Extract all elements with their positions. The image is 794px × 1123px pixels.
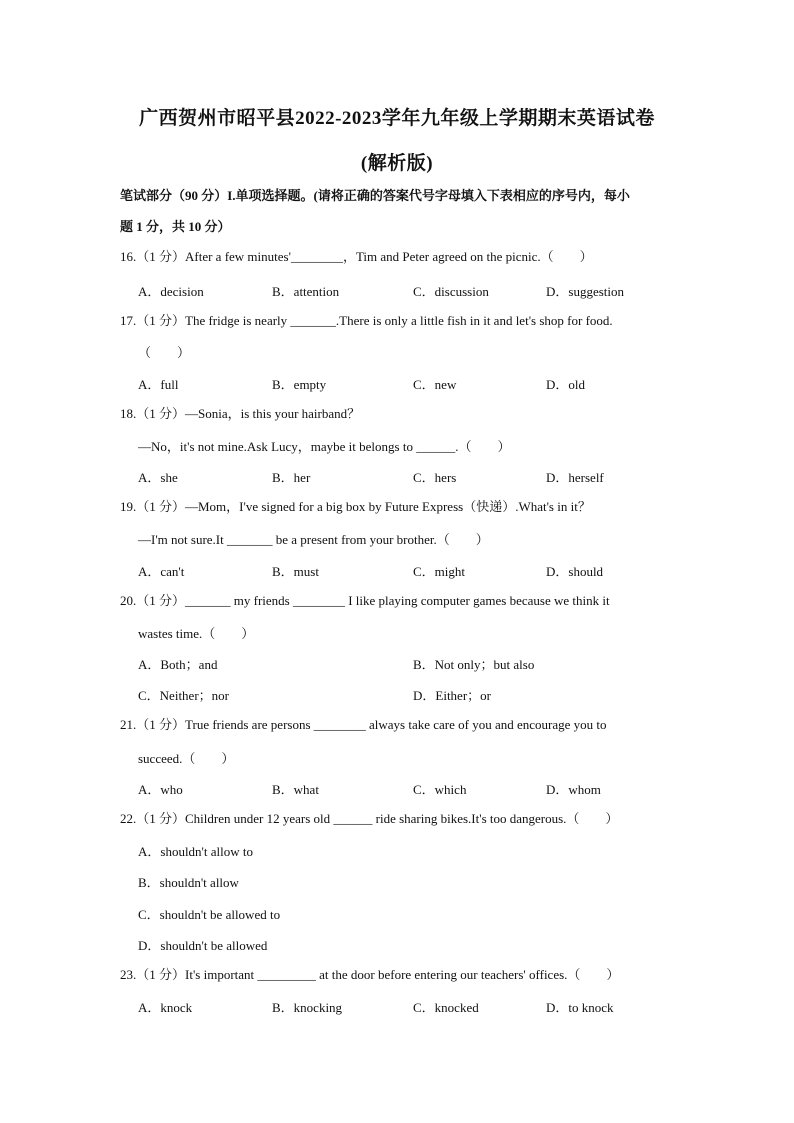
question-20-option-b[interactable]: B．Not only；but also <box>413 657 535 672</box>
section-instructions-line2: 题 1 分，共 10 分） <box>120 219 231 234</box>
question-18-stem: 18.（1 分）—Sonia，is this your hairband？ <box>120 406 361 421</box>
question-17-stem-cont: （ ） <box>138 345 191 360</box>
question-23-option-a[interactable]: A．knock <box>138 1000 193 1015</box>
question-21-stem: 21.（1 分）True friends are persons ________ always take care of you and encourage you to <box>120 717 607 732</box>
question-17-option-d[interactable]: D．old <box>546 377 586 392</box>
question-20-stem-cont: wastes time.（ ） <box>138 626 255 641</box>
question-18-option-c[interactable]: C．hers <box>413 470 457 485</box>
question-18-option-a[interactable]: A．she <box>138 470 178 485</box>
question-19-option-d[interactable]: D．should <box>546 564 604 579</box>
question-21-option-c[interactable]: C．which <box>413 782 467 797</box>
section-instructions <box>120 180 680 242</box>
question-20-option-d[interactable]: D．Either；or <box>413 688 491 703</box>
question-20-option-a[interactable]: A．Both；and <box>138 657 218 672</box>
question-17-option-b[interactable]: B．empty <box>272 377 327 392</box>
question-22-option-c[interactable]: C．shouldn't be allowed to <box>138 907 281 922</box>
question-18-option-b[interactable]: B．her <box>272 470 311 485</box>
question-21-option-a[interactable]: A．who <box>138 782 183 797</box>
question-22-stem: 22.（1 分）Children under 12 years old ______ ride sharing bikes.It's too dangerous.（ ） <box>120 811 619 826</box>
section-instructions-line1: 笔试部分（90 分）I.单项选择题。(请将正确的答案代号字母填入下表相应的序号内，每小 <box>120 188 630 203</box>
question-22-option-a[interactable]: A．shouldn't allow to <box>138 844 254 859</box>
question-23-stem: 23.（1 分）It's important _________ at the door before entering our teachers' offices.（ ） <box>120 967 620 982</box>
question-16-option-c[interactable]: C．discussion <box>413 284 489 299</box>
question-18-option-d[interactable]: D．herself <box>546 470 604 485</box>
question-22-option-d[interactable]: D．shouldn't be allowed <box>138 938 268 953</box>
question-19-stem: 19.（1 分）—Mom，I've signed for a big box by Future Express（快递）.What's in it？ <box>120 499 591 514</box>
question-17-option-a[interactable]: A．full <box>138 377 179 392</box>
question-21-option-d[interactable]: D．whom <box>546 782 601 797</box>
question-23-option-b[interactable]: B．knocking <box>272 1000 343 1015</box>
question-16-stem: 16.（1 分）After a few minutes'________，Tim and Peter agreed on the picnic.（ ） <box>120 249 593 264</box>
question-21-stem-cont: succeed.（ ） <box>138 751 235 766</box>
question-22-option-b[interactable]: B．shouldn't allow <box>138 875 239 890</box>
question-16-option-b[interactable]: B．attention <box>272 284 340 299</box>
question-21-option-b[interactable]: B．what <box>272 782 319 797</box>
question-19-stem-cont: —I'm not sure.It _______ be a present from your brother.（ ） <box>138 532 489 547</box>
question-18-stem-cont: —No，it's not mine.Ask Lucy，maybe it belongs to ______.（ ） <box>138 439 511 454</box>
question-16-option-d[interactable]: D．suggestion <box>546 284 625 299</box>
document-title: 广西贺州市昭平县2022-2023学年九年级上学期期末英语试卷 <box>139 108 655 129</box>
question-19-option-c[interactable]: C．might <box>413 564 466 579</box>
question-17-option-c[interactable]: C．new <box>413 377 457 392</box>
question-23-option-c[interactable]: C．knocked <box>413 1000 479 1015</box>
question-19-option-a[interactable]: A．can't <box>138 564 185 579</box>
question-20-stem: 20.（1 分）_______ my friends ________ I like playing computer games because we think it <box>120 593 610 608</box>
question-20-option-c[interactable]: C．Neither；nor <box>138 688 229 703</box>
question-19-option-b[interactable]: B．must <box>272 564 319 579</box>
question-17-stem: 17.（1 分）The fridge is nearly _______.There is only a little fish in it and let's shop for food. <box>120 313 613 328</box>
question-23-option-d[interactable]: D．to knock <box>546 1000 614 1015</box>
document-subtitle: (解析版) <box>360 153 434 174</box>
question-16-option-a[interactable]: A．decision <box>138 284 204 299</box>
